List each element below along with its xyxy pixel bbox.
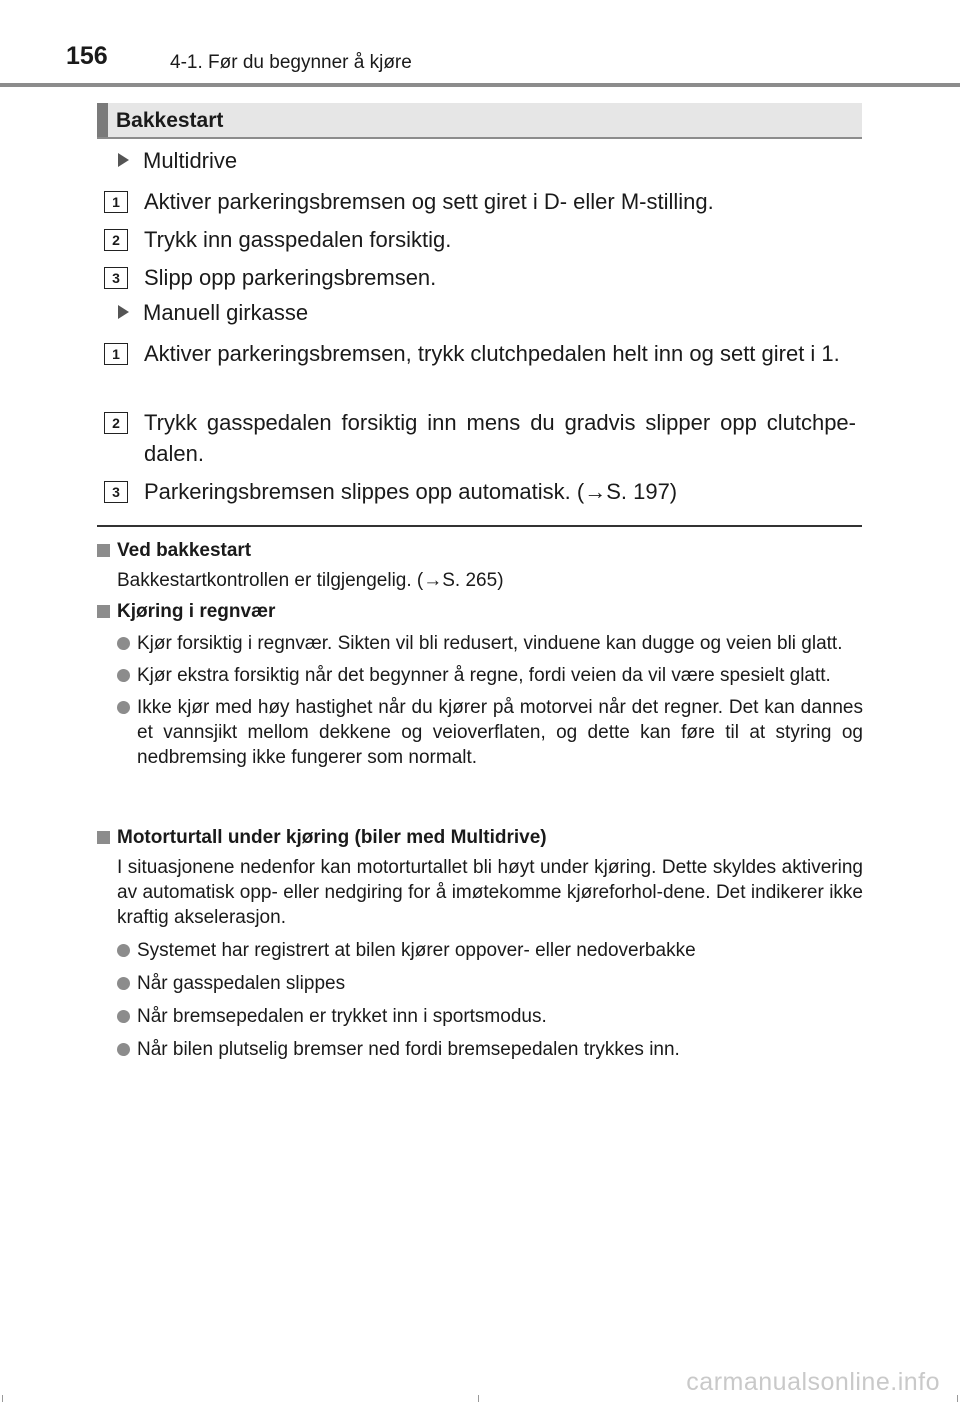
section-title: Bakkestart	[116, 109, 224, 132]
bullet-text: Ikke kjør med høy hastighet når du kjører på motorvei når det regner. Det kan dannes et vannsjikt mellom dekkene og veioverflaten, og dette kan føre til at styring og nedbremsing ikke fungerer som normalt.	[137, 697, 863, 768]
bullet-text: Kjør ekstra forsiktig når det begynner å regne, fordi veien da vil være spesielt glatt.	[137, 665, 831, 686]
circle-bullet-icon	[117, 637, 130, 650]
bullet-text: Kjør forsiktig i regnvær. Sikten vil bli redusert, vinduene kan dugge og veien bli glatt.	[137, 633, 843, 654]
watermark: carmanualsonline.info	[686, 1368, 940, 1396]
step-number: 1	[104, 343, 128, 365]
square-bullet-icon	[97, 831, 110, 844]
bullet-item	[97, 663, 863, 688]
square-bullet-icon	[97, 544, 110, 557]
subheading-multidrive	[118, 148, 237, 174]
bullet-item	[97, 631, 863, 656]
bullet-item	[97, 695, 863, 770]
section-heading-bar	[97, 103, 108, 137]
step-item	[104, 407, 856, 469]
step-text: Trykk gasspedalen forsiktig inn mens du gradvis slipper opp clutchpe-dalen.	[144, 410, 856, 466]
subheading-label: Multidrive	[143, 148, 238, 173]
bullet-item	[97, 971, 863, 996]
note-heading	[97, 599, 863, 624]
step-number: 2	[104, 412, 128, 434]
triangle-bullet-icon	[118, 153, 129, 167]
circle-bullet-icon	[117, 944, 130, 957]
step-item	[104, 186, 856, 217]
circle-bullet-icon	[117, 977, 130, 990]
crop-mark	[2, 1395, 3, 1402]
step-number: 3	[104, 267, 128, 289]
header-divider	[0, 83, 960, 87]
bullet-text: Systemet har registrert at bilen kjører oppover- eller nedoverbakke	[137, 940, 696, 961]
step-number: 1	[104, 191, 128, 213]
note-body: Bakkestartkontrollen er tilgjengelig. (→S. 265)	[117, 570, 504, 591]
bullet-item	[97, 938, 863, 963]
step-item	[104, 338, 856, 369]
page-number: 156	[66, 42, 108, 70]
step-number: 2	[104, 229, 128, 251]
note-rain-driving	[97, 599, 863, 770]
note-hill-start	[97, 538, 863, 593]
circle-bullet-icon	[117, 669, 130, 682]
note-title: Ved bakkestart	[117, 540, 252, 561]
chapter-title: 4-1. Før du begynner å kjøre	[170, 52, 412, 73]
subheading-label: Manuell girkasse	[143, 300, 309, 325]
circle-bullet-icon	[117, 701, 130, 714]
step-text: Aktiver parkeringsbremsen og sett giret i D- eller M-stilling.	[144, 189, 714, 214]
section-heading	[97, 103, 862, 139]
page-header	[0, 0, 960, 90]
crop-mark	[957, 1395, 958, 1402]
bullet-item	[97, 1037, 863, 1062]
note-title: Motorturtall under kjøring (biler med Multidrive)	[117, 827, 547, 848]
note-heading	[97, 825, 863, 850]
note-heading	[97, 538, 863, 563]
step-item	[104, 224, 856, 255]
note-engine-speed	[97, 825, 863, 1062]
crop-mark	[478, 1395, 479, 1402]
subheading-manual	[118, 300, 308, 326]
bullet-text: Når bilen plutselig bremser ned fordi bremsepedalen trykkes inn.	[137, 1039, 680, 1060]
step-text: Trykk inn gasspedalen forsiktig.	[144, 227, 452, 252]
circle-bullet-icon	[117, 1010, 130, 1023]
step-item	[104, 476, 856, 507]
bullet-text: Når gasspedalen slippes	[137, 973, 346, 994]
step-number: 3	[104, 481, 128, 503]
step-text: Parkeringsbremsen slippes opp automatisk. (→S. 197)	[144, 479, 678, 504]
step-item	[104, 262, 856, 293]
step-text: Slipp opp parkeringsbremsen.	[144, 265, 437, 290]
square-bullet-icon	[97, 605, 110, 618]
bullet-item	[97, 1004, 863, 1029]
note-title: Kjøring i regnvær	[117, 601, 276, 622]
circle-bullet-icon	[117, 1043, 130, 1056]
step-text: Aktiver parkeringsbremsen, trykk clutchpedalen helt inn og sett giret i 1.	[144, 341, 840, 366]
bullet-text: Når bremsepedalen er trykket inn i sportsmodus.	[137, 1006, 547, 1027]
note-body: I situasjonene nedenfor kan motorturtallet bli høyt under kjøring. Dette skyldes aktivering av automatisk opp- eller nedgiring for å imøtekomme kjøreforhol-dene. Det indikerer ikke kraftig akselerasjon.	[117, 857, 863, 928]
triangle-bullet-icon	[118, 305, 129, 319]
notes-divider	[97, 525, 862, 527]
